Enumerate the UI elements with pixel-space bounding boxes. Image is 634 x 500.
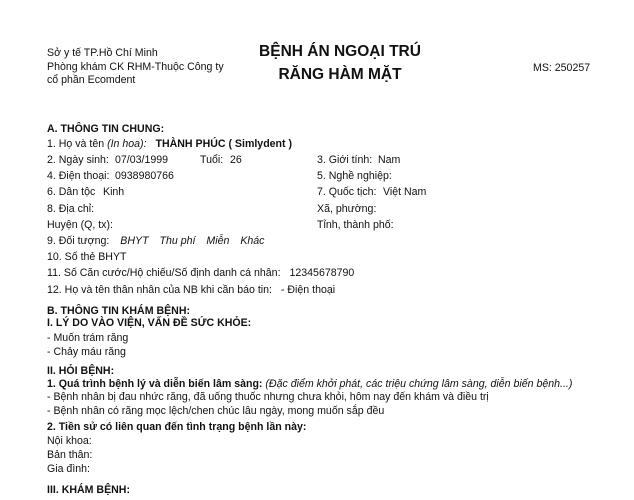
address-label: 8. Địa chỉ:	[47, 203, 95, 215]
self-label: Bản thân:	[47, 449, 93, 461]
reason-item: - Chảy máu răng	[47, 346, 126, 358]
id-row	[47, 267, 354, 279]
process-item: - Bệnh nhân có răng mọc lệch/chen chúc lâu ngày, mong muốn sắp đều	[47, 405, 385, 417]
reason-item: - Muốn trám răng	[47, 332, 129, 344]
subject-label: 9. Đối tượng:	[47, 235, 110, 247]
id-label: 11. Số Căn cước/Hộ chiếu/Số định danh cá nhân:	[47, 267, 281, 279]
clinic-name-line2: cổ phần Ecomdent	[47, 74, 136, 86]
ethnic-value: Kinh	[103, 186, 125, 198]
document-title-line1: BỆNH ÁN NGOẠI TRÚ	[259, 43, 421, 60]
history-heading: II. HỎI BỆNH:	[47, 365, 115, 377]
subject-row	[47, 235, 264, 247]
ward-label: Xã, phường:	[317, 203, 377, 215]
contact-label: 12. Họ và tên thân nhân của NB khi cần báo tin:	[47, 284, 272, 296]
past-history-heading: 2. Tiền sử có liên quan đến tình trạng bệnh lần này:	[47, 421, 307, 433]
phone-value: 0938980766	[115, 170, 174, 182]
sex-label: 3. Giới tính:	[317, 154, 373, 166]
dob-value: 07/03/1999	[115, 154, 169, 166]
province-label: Tỉnh, thành phố:	[317, 219, 394, 231]
nation-value: Việt Nam	[383, 186, 427, 198]
subject-option-other: Khác	[240, 235, 265, 247]
family-label: Gia đình:	[47, 463, 90, 475]
district-label: Huyện (Q, tx):	[47, 219, 113, 231]
record-code: MS: 250257	[533, 62, 591, 74]
process-item: - Bệnh nhân bị đau nhức răng, đã uống thuốc nhưng chưa khỏi, hôm nay đến khám và điều trị	[47, 391, 489, 403]
id-value: 12345678790	[289, 267, 355, 279]
section-general-heading: A. THÔNG TIN CHUNG:	[47, 123, 165, 135]
examination-heading: III. KHÁM BỆNH:	[47, 484, 130, 496]
internal-label: Nội khoa:	[47, 435, 92, 447]
contact-row	[47, 284, 335, 296]
process-hint: (Đặc điểm khởi phát, các triệu chứng lâm sàng, diễn biến bệnh...)	[265, 378, 573, 390]
nation-label: 7. Quốc tịch:	[317, 186, 377, 198]
process-row	[47, 378, 572, 390]
name-hint: (In hoa):	[107, 138, 147, 150]
dob-label: 2. Ngày sinh:	[47, 154, 109, 166]
age-label: Tuổi:	[200, 154, 224, 166]
contact-phone: - Điện thoại	[280, 284, 336, 296]
age-value: 26	[230, 154, 242, 166]
subject-option-bhyt: BHYT	[120, 235, 149, 247]
document-title-line2: RĂNG HÀM MẶT	[278, 66, 402, 83]
department-name: Sở y tế TP.Hồ Chí Minh	[47, 47, 158, 59]
name-row	[47, 138, 292, 150]
reason-heading: I. LÝ DO VÀO VIỆN, VẤN ĐỀ SỨC KHỎE:	[47, 317, 252, 329]
insurance-label: 10. Số thẻ BHYT	[47, 251, 127, 263]
section-exam-heading: B. THÔNG TIN KHÁM BỆNH:	[47, 305, 191, 317]
subject-option-fee: Thu phí	[159, 235, 196, 247]
process-heading: 1. Quá trình bệnh lý và diễn biến lâm sàng:	[47, 378, 263, 390]
subject-option-exempt: Miễn	[206, 235, 230, 247]
ethnic-label: 6. Dân tộc	[47, 186, 96, 198]
job-label: 5. Nghề nghiệp:	[317, 170, 392, 182]
name-value: THÀNH PHÚC ( Simlydent )	[155, 138, 293, 150]
sex-value: Nam	[378, 154, 401, 166]
phone-label: 4. Điện thoại:	[47, 170, 110, 182]
clinic-name-line1: Phòng khám CK RHM-Thuộc Công ty	[47, 61, 224, 73]
name-label: 1. Họ và tên	[47, 138, 105, 150]
